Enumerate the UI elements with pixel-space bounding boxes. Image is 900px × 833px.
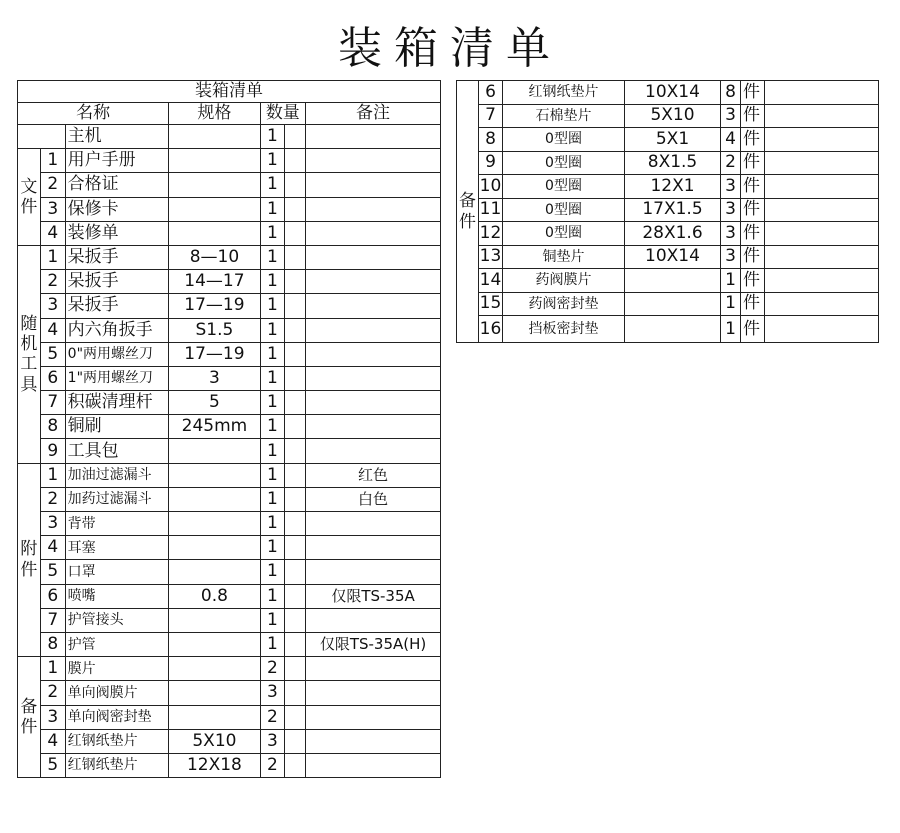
item-spec [169, 487, 260, 511]
item-name: 挡板密封垫 [503, 316, 625, 343]
qty-unit-cell [285, 753, 306, 777]
table-row [18, 439, 441, 463]
packing-list-table [17, 80, 441, 778]
item-spec: 5X10 [625, 104, 721, 128]
item-unit: 件 [741, 222, 765, 246]
table-row [18, 608, 441, 632]
table-row [457, 198, 879, 222]
table-row [18, 270, 441, 294]
item-spec: 8X1.5 [625, 151, 721, 175]
row-number: 4 [40, 221, 65, 245]
qty-unit-cell [285, 270, 306, 294]
group-label: 备件 [457, 81, 479, 343]
note-cell [765, 151, 879, 175]
table-row [457, 222, 879, 246]
item-qty: 1 [260, 512, 285, 536]
item-qty: 1 [260, 536, 285, 560]
note-cell [765, 104, 879, 128]
qty-unit-cell [285, 415, 306, 439]
table-row [18, 560, 441, 584]
row-number: 2 [40, 270, 65, 294]
item-qty: 1 [260, 149, 285, 173]
item-note [306, 512, 441, 536]
qty-unit-cell [285, 608, 306, 632]
group-label: 随机工具 [18, 245, 41, 463]
item-qty: 1 [260, 487, 285, 511]
qty-unit-cell [285, 221, 306, 245]
group-label: 备件 [18, 657, 41, 778]
item-spec: 3 [169, 366, 260, 390]
item-name: 呆扳手 [65, 270, 169, 294]
item-qty: 1 [260, 270, 285, 294]
item-qty: 1 [721, 292, 741, 316]
item-note [306, 221, 441, 245]
table-row [457, 269, 879, 293]
row-number: 6 [479, 81, 503, 105]
table-row [18, 366, 441, 390]
item-spec: 245mm [169, 415, 260, 439]
item-note [306, 342, 441, 366]
item-qty: 1 [721, 269, 741, 293]
item-note [306, 318, 441, 342]
item-qty: 1 [260, 125, 285, 149]
item-qty: 1 [260, 463, 285, 487]
item-name: 0型圈 [503, 175, 625, 199]
item-qty: 3 [721, 245, 741, 269]
table-row [18, 681, 441, 705]
item-spec: 17—19 [169, 342, 260, 366]
item-name: 装修单 [65, 221, 169, 245]
table-row [18, 294, 441, 318]
row-number: 6 [40, 584, 65, 608]
table-row [18, 197, 441, 221]
table-row [18, 487, 441, 511]
note-cell [765, 222, 879, 246]
item-qty: 3 [260, 729, 285, 753]
item-qty: 1 [260, 294, 285, 318]
qty-unit-cell [285, 560, 306, 584]
item-unit: 件 [741, 175, 765, 199]
item-spec: 12X1 [625, 175, 721, 199]
table-row [457, 151, 879, 175]
item-spec: 5X1 [625, 128, 721, 152]
item-qty: 3 [721, 175, 741, 199]
item-qty: 2 [721, 151, 741, 175]
item-spec: 28X1.6 [625, 222, 721, 246]
item-qty: 2 [260, 657, 285, 681]
table-row [18, 729, 441, 753]
item-qty: 1 [260, 197, 285, 221]
qty-unit-cell [285, 439, 306, 463]
item-name: 合格证 [65, 173, 169, 197]
item-qty: 1 [721, 316, 741, 343]
item-qty: 1 [260, 560, 285, 584]
item-name: 护管 [65, 632, 169, 656]
qty-unit-cell [285, 318, 306, 342]
table-row [18, 391, 441, 415]
item-spec [169, 705, 260, 729]
qty-unit-cell [285, 681, 306, 705]
qty-unit-cell [285, 657, 306, 681]
item-qty: 2 [260, 705, 285, 729]
item-name: 0型圈 [503, 151, 625, 175]
table-row [18, 657, 441, 681]
item-note: 仅限TS-35A(H) [306, 632, 441, 656]
item-name: 加药过滤漏斗 [65, 487, 169, 511]
item-note [306, 536, 441, 560]
item-qty: 4 [721, 128, 741, 152]
row-number: 7 [479, 104, 503, 128]
row-number: 14 [479, 269, 503, 293]
table-row [457, 81, 879, 105]
item-note [306, 753, 441, 777]
item-name: 药阀膜片 [503, 269, 625, 293]
row-number: 4 [40, 729, 65, 753]
row-number: 2 [40, 173, 65, 197]
note-cell [765, 292, 879, 316]
row-number: 4 [40, 536, 65, 560]
item-spec: 12X18 [169, 753, 260, 777]
table-row [18, 463, 441, 487]
row-number: 8 [40, 415, 65, 439]
table-row [18, 512, 441, 536]
note-cell [765, 81, 879, 105]
item-spec [625, 269, 721, 293]
item-note [306, 439, 441, 463]
item-name: 喷嘴 [65, 584, 169, 608]
item-name: 红钢纸垫片 [65, 753, 169, 777]
table-row [18, 415, 441, 439]
row-number: 15 [479, 292, 503, 316]
item-unit: 件 [741, 292, 765, 316]
item-spec: 5 [169, 391, 260, 415]
qty-unit-cell [285, 705, 306, 729]
item-name: 0"两用螺丝刀 [65, 342, 169, 366]
item-name: 单向阀膜片 [65, 681, 169, 705]
item-name: 单向阀密封垫 [65, 705, 169, 729]
item-unit: 件 [741, 128, 765, 152]
item-qty: 3 [721, 104, 741, 128]
item-spec [169, 608, 260, 632]
item-qty: 1 [260, 366, 285, 390]
table-row [457, 245, 879, 269]
item-qty: 1 [260, 342, 285, 366]
row-number: 7 [40, 391, 65, 415]
item-qty: 1 [260, 608, 285, 632]
item-name: 主机 [65, 125, 169, 149]
note-cell [765, 175, 879, 199]
item-qty: 1 [260, 415, 285, 439]
table-row [18, 536, 441, 560]
qty-unit-cell [285, 463, 306, 487]
item-name: 红钢纸垫片 [503, 81, 625, 105]
item-qty: 3 [721, 198, 741, 222]
header-spec: 规格 [169, 103, 260, 125]
header-name: 名称 [18, 103, 169, 125]
group-label: 附件 [18, 463, 41, 657]
row-number: 7 [40, 608, 65, 632]
item-name: 药阀密封垫 [503, 292, 625, 316]
qty-unit-cell [285, 487, 306, 511]
table-row [18, 584, 441, 608]
note-cell [765, 128, 879, 152]
row-number: 4 [40, 318, 65, 342]
table-row [18, 221, 441, 245]
row-number: 9 [40, 439, 65, 463]
table-row [18, 632, 441, 656]
qty-unit-cell [285, 173, 306, 197]
qty-unit-cell [285, 729, 306, 753]
item-spec [625, 292, 721, 316]
item-spec: 10X14 [625, 81, 721, 105]
item-spec: 17—19 [169, 294, 260, 318]
row-number: 3 [40, 294, 65, 318]
item-note [306, 125, 441, 149]
row-number: 6 [40, 366, 65, 390]
row-number: 1 [40, 657, 65, 681]
item-name: 铜垫片 [503, 245, 625, 269]
row-number: 5 [40, 342, 65, 366]
item-name: 0型圈 [503, 128, 625, 152]
item-note [306, 705, 441, 729]
item-name: 加油过滤漏斗 [65, 463, 169, 487]
item-qty: 1 [260, 632, 285, 656]
qty-unit-cell [285, 632, 306, 656]
qty-unit-cell [285, 512, 306, 536]
row-number: 12 [479, 222, 503, 246]
header-qty: 数量 [260, 103, 306, 125]
item-spec [169, 221, 260, 245]
item-note [306, 294, 441, 318]
qty-unit-cell [285, 197, 306, 221]
table-row [18, 245, 441, 269]
item-qty: 1 [260, 318, 285, 342]
item-name: 0型圈 [503, 198, 625, 222]
item-note [306, 657, 441, 681]
row-number: 3 [40, 705, 65, 729]
item-note [306, 729, 441, 753]
item-qty: 8 [721, 81, 741, 105]
table-row [18, 125, 441, 149]
row-number: 3 [40, 512, 65, 536]
item-spec [169, 463, 260, 487]
item-name: 铜刷 [65, 415, 169, 439]
item-qty: 1 [260, 221, 285, 245]
item-unit: 件 [741, 104, 765, 128]
item-spec [169, 439, 260, 463]
item-name: 1"两用螺丝刀 [65, 366, 169, 390]
qty-unit-cell [285, 584, 306, 608]
item-spec [169, 512, 260, 536]
item-name: 保修卡 [65, 197, 169, 221]
row-number: 5 [40, 560, 65, 584]
table-caption: 装箱清单 [18, 81, 441, 103]
item-spec [625, 316, 721, 343]
item-spec [169, 681, 260, 705]
item-note [306, 270, 441, 294]
table-row [457, 292, 879, 316]
item-spec: 10X14 [625, 245, 721, 269]
note-cell [765, 198, 879, 222]
item-qty: 1 [260, 245, 285, 269]
item-note [306, 197, 441, 221]
table-row [18, 173, 441, 197]
item-note [306, 560, 441, 584]
row-blank-cell [18, 125, 66, 149]
table-row [18, 149, 441, 173]
item-note [306, 149, 441, 173]
item-name: 呆扳手 [65, 294, 169, 318]
note-cell [765, 269, 879, 293]
spare-parts-table [456, 80, 879, 343]
item-name: 红钢纸垫片 [65, 729, 169, 753]
item-note [306, 681, 441, 705]
row-number: 1 [40, 463, 65, 487]
row-number: 16 [479, 316, 503, 343]
item-note: 红色 [306, 463, 441, 487]
item-unit: 件 [741, 81, 765, 105]
item-name: 背带 [65, 512, 169, 536]
item-spec [169, 125, 260, 149]
row-number: 9 [479, 151, 503, 175]
header-note: 备注 [306, 103, 441, 125]
item-unit: 件 [741, 245, 765, 269]
qty-unit-cell [285, 342, 306, 366]
item-name: 0型圈 [503, 222, 625, 246]
item-spec [169, 173, 260, 197]
item-spec [169, 632, 260, 656]
row-number: 2 [40, 487, 65, 511]
item-name: 内六角扳手 [65, 318, 169, 342]
item-qty: 1 [260, 173, 285, 197]
qty-unit-cell [285, 125, 306, 149]
item-name: 石棉垫片 [503, 104, 625, 128]
row-number: 1 [40, 245, 65, 269]
page-title: 装箱清单 [338, 23, 562, 74]
table-row [457, 175, 879, 199]
item-name: 用户手册 [65, 149, 169, 173]
item-unit: 件 [741, 316, 765, 343]
row-number: 2 [40, 681, 65, 705]
item-note [306, 415, 441, 439]
item-name: 膜片 [65, 657, 169, 681]
item-note [306, 608, 441, 632]
item-spec: S1.5 [169, 318, 260, 342]
qty-unit-cell [285, 536, 306, 560]
item-spec [169, 536, 260, 560]
item-qty: 1 [260, 439, 285, 463]
table-row [457, 316, 879, 343]
item-qty: 3 [721, 222, 741, 246]
qty-unit-cell [285, 391, 306, 415]
item-note: 白色 [306, 487, 441, 511]
row-number: 5 [40, 753, 65, 777]
item-unit: 件 [741, 198, 765, 222]
item-name: 工具包 [65, 439, 169, 463]
qty-unit-cell [285, 149, 306, 173]
item-spec [169, 197, 260, 221]
item-name: 耳塞 [65, 536, 169, 560]
table-row [457, 104, 879, 128]
table-row [18, 342, 441, 366]
note-cell [765, 245, 879, 269]
qty-unit-cell [285, 294, 306, 318]
item-spec: 0.8 [169, 584, 260, 608]
item-spec: 17X1.5 [625, 198, 721, 222]
item-qty: 3 [260, 681, 285, 705]
item-note [306, 391, 441, 415]
item-spec [169, 560, 260, 584]
item-qty: 1 [260, 391, 285, 415]
row-number: 10 [479, 175, 503, 199]
item-spec [169, 149, 260, 173]
item-note [306, 245, 441, 269]
item-spec: 14—17 [169, 270, 260, 294]
item-name: 口罩 [65, 560, 169, 584]
qty-unit-cell [285, 245, 306, 269]
item-note: 仅限TS-35A [306, 584, 441, 608]
item-name: 护管接头 [65, 608, 169, 632]
row-number: 8 [479, 128, 503, 152]
row-number: 3 [40, 197, 65, 221]
row-number: 11 [479, 198, 503, 222]
table-row [18, 705, 441, 729]
item-note [306, 366, 441, 390]
item-spec: 5X10 [169, 729, 260, 753]
item-qty: 2 [260, 753, 285, 777]
row-number: 13 [479, 245, 503, 269]
item-spec: 8—10 [169, 245, 260, 269]
item-spec [169, 657, 260, 681]
group-label: 文件 [18, 149, 41, 246]
item-unit: 件 [741, 151, 765, 175]
row-number: 1 [40, 149, 65, 173]
qty-unit-cell [285, 366, 306, 390]
item-name: 呆扳手 [65, 245, 169, 269]
item-name: 积碳清理杆 [65, 391, 169, 415]
note-cell [765, 316, 879, 343]
item-note [306, 173, 441, 197]
table-row [457, 128, 879, 152]
table-row [18, 753, 441, 777]
item-unit: 件 [741, 269, 765, 293]
item-qty: 1 [260, 584, 285, 608]
table-row [18, 318, 441, 342]
row-number: 8 [40, 632, 65, 656]
